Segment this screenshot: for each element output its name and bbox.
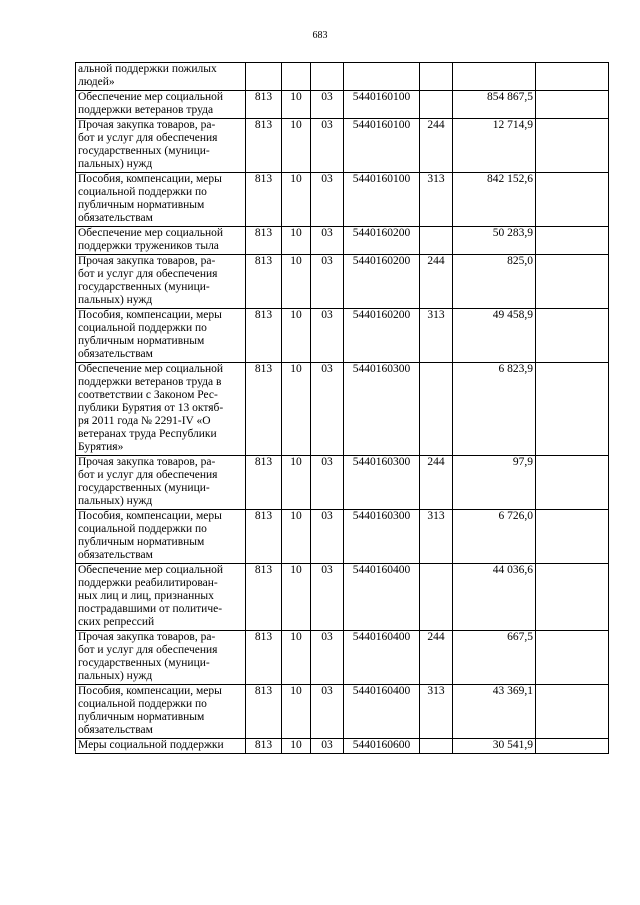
row-name-line: публичным нормативным <box>78 536 205 548</box>
table-row <box>76 63 609 91</box>
row-name-line: пальных) нужд <box>78 670 153 682</box>
section-code-cell: 10 <box>282 173 311 227</box>
row-name-cell <box>76 91 246 119</box>
ministry-code-cell: 813 <box>246 363 282 456</box>
row-name-cell <box>76 173 246 227</box>
expense-type-cell <box>420 739 453 754</box>
row-name-line: Обеспечение мер социальной <box>78 363 224 375</box>
row-name-line: бот и услуг для обеспечения <box>78 268 218 280</box>
row-name-line: пальных) нужд <box>78 158 153 170</box>
expense-type-cell: 244 <box>420 631 453 685</box>
target-article-cell: 5440160400 <box>344 631 420 685</box>
row-name-line: пальных) нужд <box>78 495 153 507</box>
subsection-code-cell: 03 <box>311 631 344 685</box>
row-name-cell <box>76 363 246 456</box>
subsection-code-cell: 03 <box>311 173 344 227</box>
table-row <box>76 173 609 227</box>
page-number: 683 <box>312 30 328 41</box>
row-name-line: обязательствам <box>78 549 153 561</box>
subsection-code-cell: 03 <box>311 739 344 754</box>
table-row <box>76 309 609 363</box>
section-code-cell: 10 <box>282 510 311 564</box>
extra-cell <box>536 255 609 309</box>
budget-table-body <box>76 63 609 754</box>
expense-type-cell: 313 <box>420 173 453 227</box>
subsection-code-cell: 03 <box>311 456 344 510</box>
row-name-line: людей» <box>78 76 115 88</box>
extra-cell <box>536 119 609 173</box>
row-name-line: Пособия, компенсации, меры <box>78 510 222 522</box>
row-name-line: Бурятия» <box>78 441 124 453</box>
table-row <box>76 510 609 564</box>
extra-cell <box>536 309 609 363</box>
section-code-cell: 10 <box>282 631 311 685</box>
expense-type-cell <box>420 564 453 631</box>
row-name-line: Обеспечение мер социальной <box>78 91 224 103</box>
section-code-cell: 10 <box>282 119 311 173</box>
table-row <box>76 456 609 510</box>
ministry-code-cell: 813 <box>246 685 282 739</box>
target-article-cell: 5440160200 <box>344 227 420 255</box>
expense-type-cell <box>420 63 453 91</box>
row-name-line: публичным нормативным <box>78 711 205 723</box>
section-code-cell: 10 <box>282 309 311 363</box>
subsection-code-cell: 03 <box>311 510 344 564</box>
subsection-code-cell: 03 <box>311 91 344 119</box>
row-name-line: социальной поддержки по <box>78 523 207 535</box>
section-code-cell: 10 <box>282 255 311 309</box>
amount-cell: 854 867,5 <box>453 91 536 119</box>
row-name-line: социальной поддержки по <box>78 698 207 710</box>
extra-cell <box>536 91 609 119</box>
row-name-line: Прочая закупка товаров, ра- <box>78 456 216 468</box>
row-name-cell <box>76 456 246 510</box>
section-code-cell: 10 <box>282 564 311 631</box>
row-name-line: Прочая закупка товаров, ра- <box>78 631 216 643</box>
amount-cell: 44 036,6 <box>453 564 536 631</box>
row-name-line: государственных (муници- <box>78 281 210 293</box>
row-name-line: публичным нормативным <box>78 335 205 347</box>
row-name-line: обязательствам <box>78 212 153 224</box>
row-name-line: Обеспечение мер социальной <box>78 564 224 576</box>
expense-type-cell <box>420 363 453 456</box>
extra-cell <box>536 456 609 510</box>
amount-cell: 43 369,1 <box>453 685 536 739</box>
table-row <box>76 119 609 173</box>
target-article-cell: 5440160600 <box>344 739 420 754</box>
row-name-line: Прочая закупка товаров, ра- <box>78 255 216 267</box>
section-code-cell: 10 <box>282 739 311 754</box>
row-name-cell <box>76 255 246 309</box>
extra-cell <box>536 173 609 227</box>
ministry-code-cell: 813 <box>246 91 282 119</box>
target-article-cell: 5440160100 <box>344 91 420 119</box>
expense-type-cell: 313 <box>420 309 453 363</box>
expense-type-cell: 244 <box>420 255 453 309</box>
subsection-code-cell: 03 <box>311 685 344 739</box>
target-article-cell: 5440160300 <box>344 363 420 456</box>
row-name-line: Меры социальной поддержки <box>78 739 224 751</box>
row-name-line: социальной поддержки по <box>78 322 207 334</box>
section-code-cell: 10 <box>282 91 311 119</box>
row-name-cell <box>76 63 246 91</box>
table-row <box>76 91 609 119</box>
extra-cell <box>536 685 609 739</box>
budget-table <box>75 62 609 754</box>
table-row <box>76 631 609 685</box>
expense-type-cell <box>420 227 453 255</box>
amount-cell <box>453 63 536 91</box>
ministry-code-cell: 813 <box>246 510 282 564</box>
row-name-line: бот и услуг для обеспечения <box>78 644 218 656</box>
row-name-line: публики Бурятия от 13 октяб- <box>78 402 224 414</box>
target-article-cell: 5440160100 <box>344 173 420 227</box>
section-code-cell: 10 <box>282 363 311 456</box>
row-name-cell <box>76 510 246 564</box>
row-name-line: пальных) нужд <box>78 294 153 306</box>
row-name-line: государственных (муници- <box>78 657 210 669</box>
ministry-code-cell: 813 <box>246 255 282 309</box>
ministry-code-cell: 813 <box>246 739 282 754</box>
row-name-line: публичным нормативным <box>78 199 205 211</box>
row-name-line: ных лиц и лиц, признанных <box>78 590 214 602</box>
table-row <box>76 564 609 631</box>
amount-cell: 825,0 <box>453 255 536 309</box>
row-name-cell <box>76 739 246 754</box>
ministry-code-cell: 813 <box>246 631 282 685</box>
target-article-cell: 5440160300 <box>344 510 420 564</box>
row-name-line: государственных (муници- <box>78 145 210 157</box>
amount-cell: 49 458,9 <box>453 309 536 363</box>
row-name-cell <box>76 564 246 631</box>
target-article-cell: 5440160200 <box>344 309 420 363</box>
table-row <box>76 227 609 255</box>
extra-cell <box>536 631 609 685</box>
expense-type-cell <box>420 91 453 119</box>
amount-cell: 6 823,9 <box>453 363 536 456</box>
section-code-cell <box>282 63 311 91</box>
amount-cell: 97,9 <box>453 456 536 510</box>
ministry-code-cell: 813 <box>246 119 282 173</box>
row-name-line: ских репрессий <box>78 616 155 628</box>
extra-cell <box>536 739 609 754</box>
extra-cell <box>536 510 609 564</box>
row-name-cell <box>76 119 246 173</box>
table-row <box>76 363 609 456</box>
extra-cell <box>536 63 609 91</box>
extra-cell <box>536 227 609 255</box>
ministry-code-cell: 813 <box>246 227 282 255</box>
row-name-cell <box>76 685 246 739</box>
extra-cell <box>536 564 609 631</box>
row-name-line: поддержки ветеранов труда в <box>78 376 222 388</box>
target-article-cell: 5440160400 <box>344 685 420 739</box>
amount-cell: 667,5 <box>453 631 536 685</box>
row-name-line: Обеспечение мер социальной <box>78 227 224 239</box>
ministry-code-cell: 813 <box>246 173 282 227</box>
row-name-line: поддержки ветеранов труда <box>78 104 214 116</box>
target-article-cell: 5440160200 <box>344 255 420 309</box>
row-name-line: обязательствам <box>78 724 153 736</box>
section-code-cell: 10 <box>282 456 311 510</box>
row-name-line: пострадавшими от политиче- <box>78 603 223 615</box>
ministry-code-cell: 813 <box>246 456 282 510</box>
subsection-code-cell: 03 <box>311 564 344 631</box>
row-name-cell <box>76 309 246 363</box>
ministry-code-cell: 813 <box>246 309 282 363</box>
target-article-cell: 5440160300 <box>344 456 420 510</box>
ministry-code-cell <box>246 63 282 91</box>
row-name-line: бот и услуг для обеспечения <box>78 132 218 144</box>
row-name-line: ря 2011 года № 2291-IV «О <box>78 415 211 427</box>
row-name-line: Пособия, компенсации, меры <box>78 173 222 185</box>
row-name-line: поддержки тружеников тыла <box>78 240 219 252</box>
row-name-line: альной поддержки пожилых <box>78 63 217 75</box>
row-name-line: обязательствам <box>78 348 153 360</box>
table-row <box>76 739 609 754</box>
subsection-code-cell: 03 <box>311 119 344 173</box>
target-article-cell: 5440160100 <box>344 119 420 173</box>
row-name-line: ветеранах труда Республики <box>78 428 217 440</box>
subsection-code-cell: 03 <box>311 227 344 255</box>
extra-cell <box>536 363 609 456</box>
section-code-cell: 10 <box>282 227 311 255</box>
row-name-line: государственных (муници- <box>78 482 210 494</box>
row-name-line: Пособия, компенсации, меры <box>78 685 222 697</box>
subsection-code-cell: 03 <box>311 309 344 363</box>
expense-type-cell: 313 <box>420 685 453 739</box>
section-code-cell: 10 <box>282 685 311 739</box>
subsection-code-cell: 03 <box>311 363 344 456</box>
row-name-cell <box>76 631 246 685</box>
expense-type-cell: 244 <box>420 456 453 510</box>
amount-cell: 12 714,9 <box>453 119 536 173</box>
amount-cell: 842 152,6 <box>453 173 536 227</box>
amount-cell: 30 541,9 <box>453 739 536 754</box>
row-name-line: бот и услуг для обеспечения <box>78 469 218 481</box>
table-row <box>76 685 609 739</box>
expense-type-cell: 313 <box>420 510 453 564</box>
target-article-cell: 5440160400 <box>344 564 420 631</box>
target-article-cell <box>344 63 420 91</box>
row-name-line: социальной поддержки по <box>78 186 207 198</box>
row-name-cell <box>76 227 246 255</box>
row-name-line: поддержки реабилитирован- <box>78 577 218 589</box>
subsection-code-cell: 03 <box>311 255 344 309</box>
ministry-code-cell: 813 <box>246 564 282 631</box>
row-name-line: Пособия, компенсации, меры <box>78 309 222 321</box>
table-row <box>76 255 609 309</box>
expense-type-cell: 244 <box>420 119 453 173</box>
amount-cell: 6 726,0 <box>453 510 536 564</box>
row-name-line: соответствии с Законом Рес- <box>78 389 218 401</box>
subsection-code-cell <box>311 63 344 91</box>
row-name-line: Прочая закупка товаров, ра- <box>78 119 216 131</box>
amount-cell: 50 283,9 <box>453 227 536 255</box>
